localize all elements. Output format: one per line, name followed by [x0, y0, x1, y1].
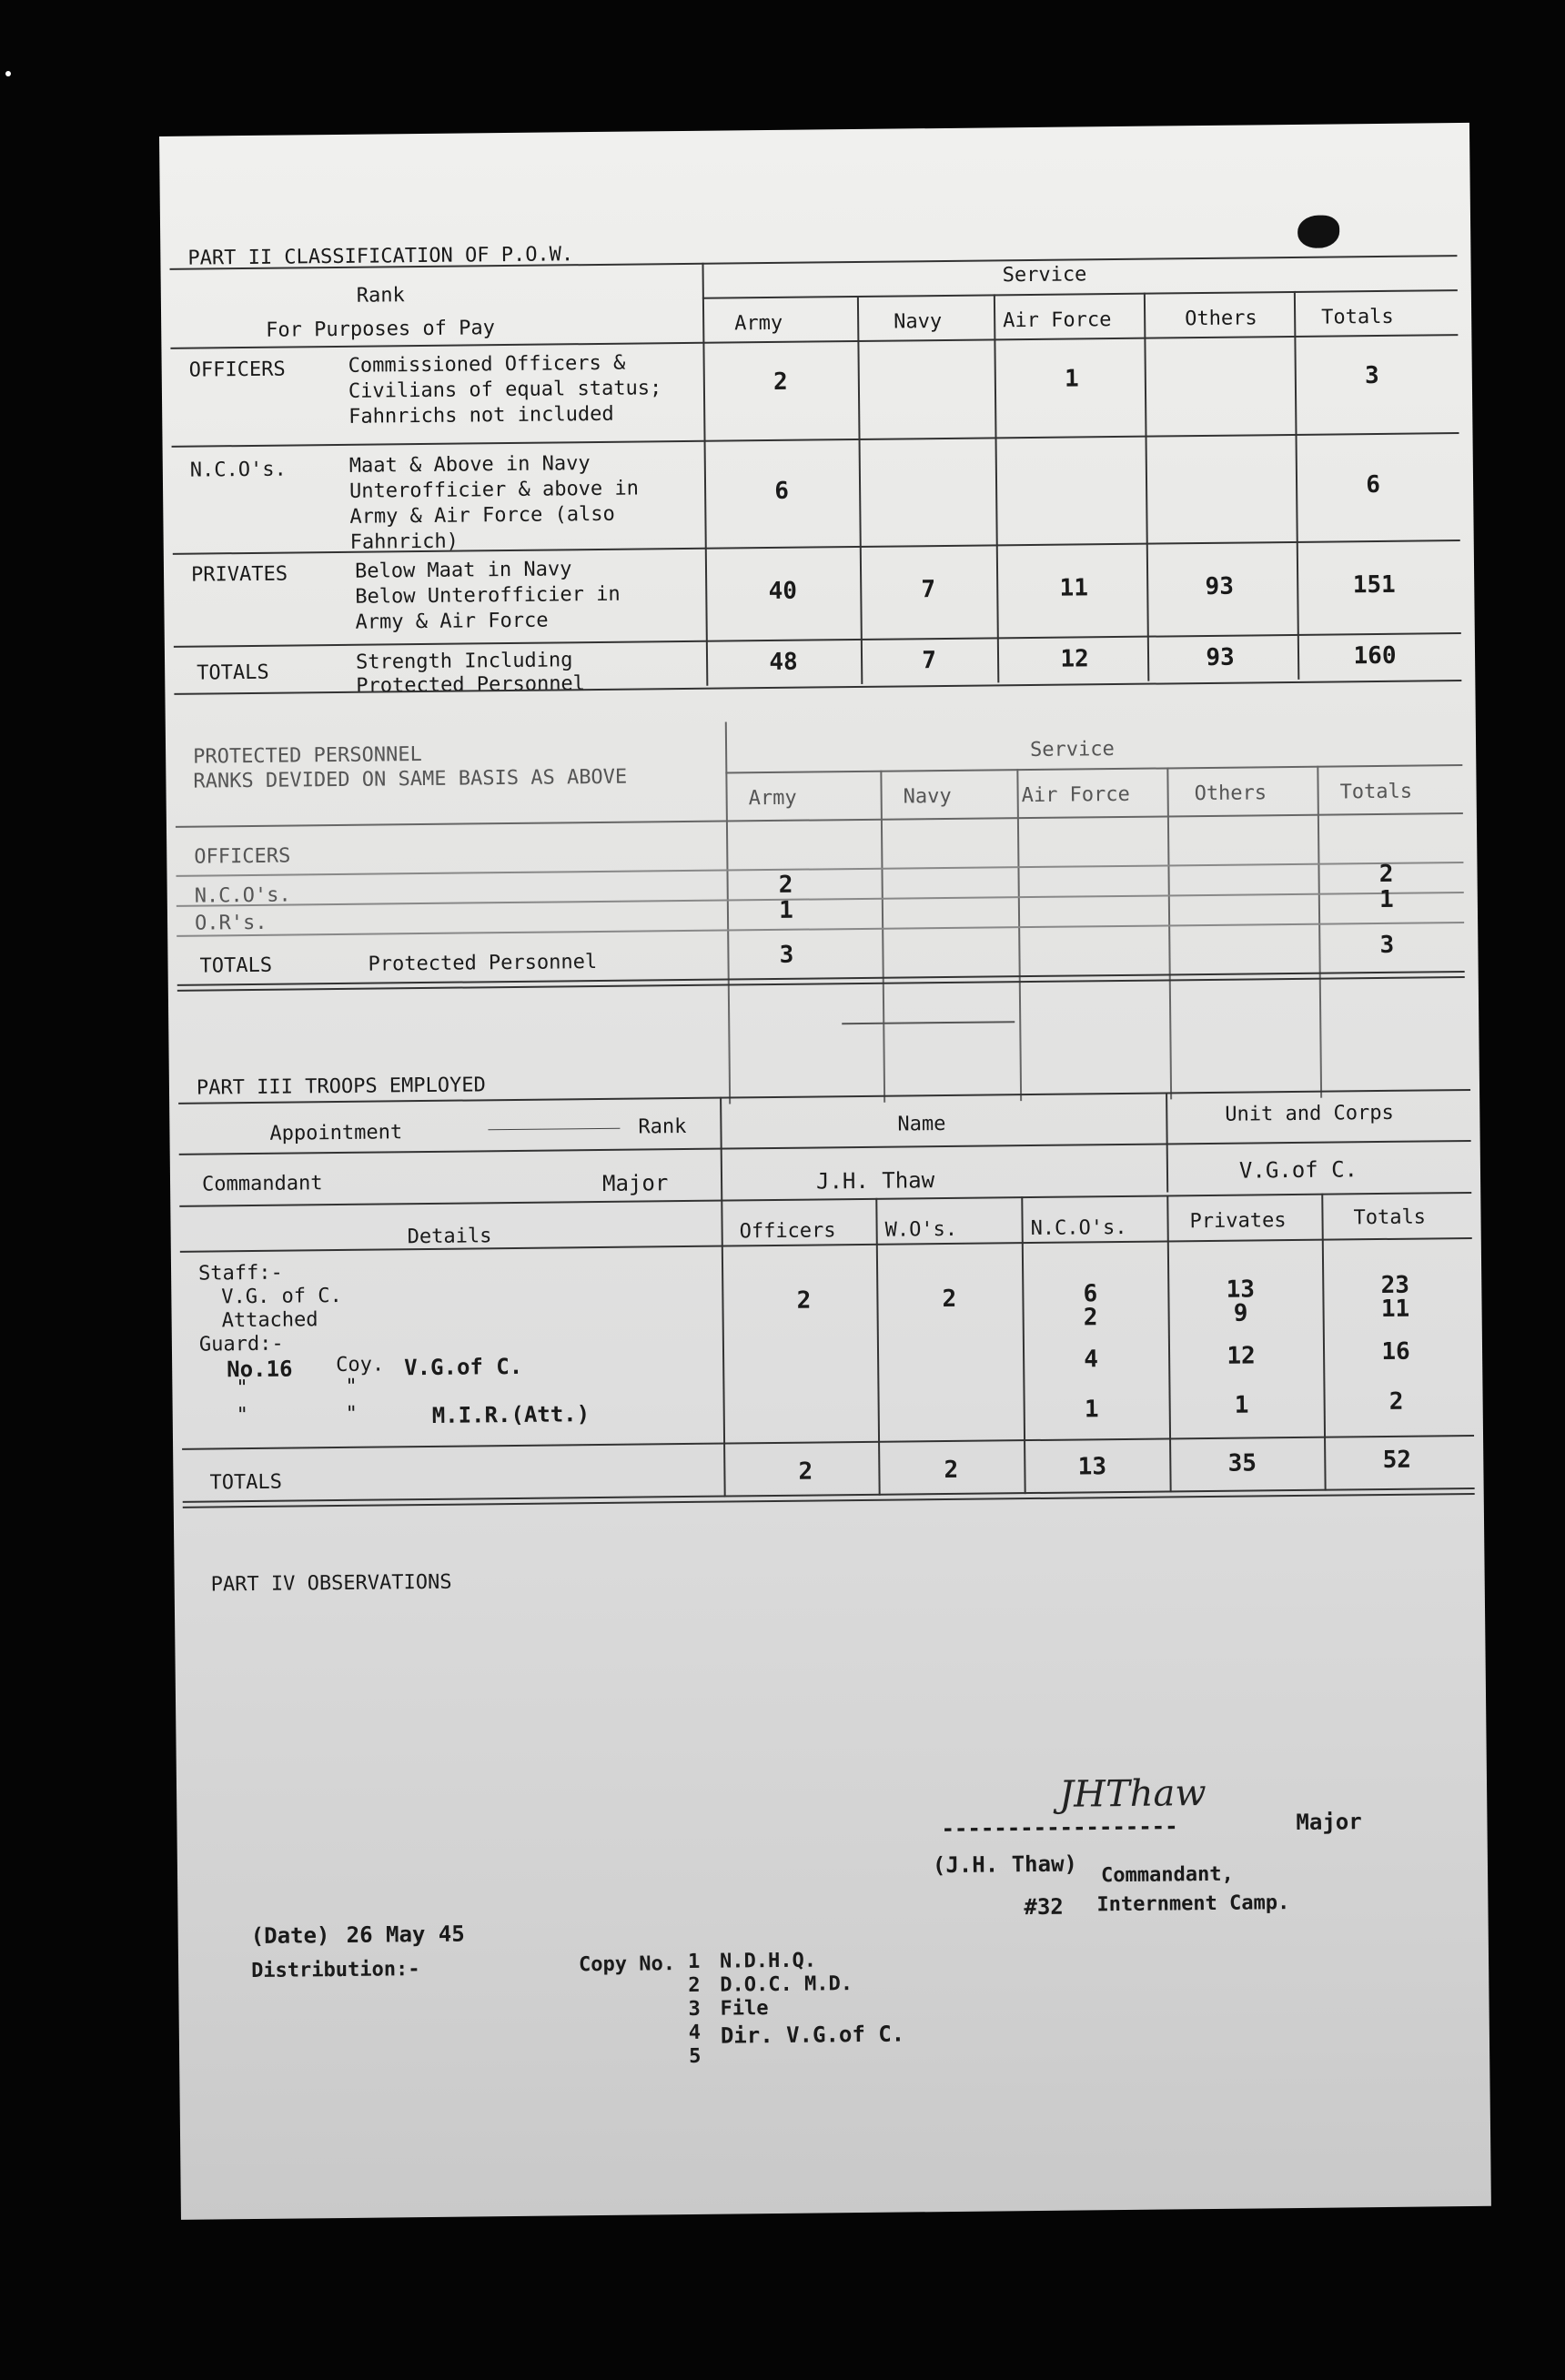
protected-service-header: Service	[1029, 738, 1115, 762]
staff-attached: Attached	[221, 1308, 318, 1333]
cell: 160	[1353, 641, 1397, 671]
col-air-force: Air Force	[1003, 308, 1112, 333]
col-navy: Navy	[903, 784, 952, 809]
cell	[890, 367, 963, 368]
cell: 11	[1059, 574, 1089, 602]
protected-title: PROTECTED PERSONNEL	[193, 743, 422, 769]
cell: 3	[1364, 361, 1379, 390]
signature-rank: Major	[1296, 1809, 1362, 1836]
col-army: Army	[748, 786, 797, 811]
row-desc: Fahnrich)	[349, 529, 459, 554]
cell: 151	[1352, 570, 1396, 600]
col-ncos: N.C.O's.	[1030, 1215, 1127, 1241]
cell: 1	[1378, 885, 1394, 914]
col-army: Army	[734, 311, 783, 336]
ditto-mark: "	[236, 1377, 248, 1400]
cell: 52	[1382, 1446, 1412, 1474]
cell: 7	[922, 647, 937, 675]
cell: 3	[1379, 931, 1395, 959]
cell	[1182, 472, 1255, 473]
cell: 1	[1084, 1396, 1099, 1424]
cell: 23	[1380, 1271, 1410, 1300]
col-others: Others	[1194, 782, 1267, 806]
col-totals: Totals	[1339, 780, 1413, 804]
prot-row-ors: O.R's.	[194, 911, 268, 935]
row-label-officers: OFFICERS	[188, 358, 286, 382]
date-value: 26 May 45	[346, 1921, 465, 1948]
cell: 48	[769, 648, 798, 677]
rank-value: Major	[601, 1170, 669, 1196]
cell: 2	[778, 871, 793, 899]
ditto-mark: "	[345, 1402, 358, 1426]
appointment-header: Appointment	[269, 1121, 403, 1145]
cell: 16	[1381, 1337, 1410, 1366]
cell	[891, 476, 964, 477]
row-desc: Commissioned Officers &	[348, 351, 626, 378]
part3-title: PART III TROOPS EMPLOYED	[196, 1074, 486, 1100]
cell: 93	[1206, 643, 1235, 671]
row-label-privates: PRIVATES	[190, 562, 288, 587]
cell: 2	[796, 1286, 812, 1315]
cell: 9	[1233, 1299, 1248, 1327]
signature-name: (J.H. Thaw)	[932, 1851, 1078, 1879]
cell: 3	[779, 941, 794, 969]
name-header: Name	[897, 1113, 946, 1136]
staff-vg: V.G. of C.	[221, 1284, 342, 1309]
row-desc: Army & Air Force	[355, 609, 549, 634]
date-label: (Date)	[250, 1922, 330, 1950]
cell: 13	[1077, 1453, 1107, 1481]
ditto-mark: "	[345, 1375, 358, 1398]
cell: 6	[1366, 470, 1381, 499]
prot-row-ncos: N.C.O's.	[194, 883, 291, 908]
col-others: Others	[1185, 307, 1257, 331]
name-value: J.H. Thaw	[815, 1167, 935, 1195]
ink-blot	[1297, 215, 1339, 247]
distribution-label: Distribution:-	[250, 1958, 420, 1983]
totals-label: TOTALS	[209, 1470, 283, 1495]
col-air-force: Air Force	[1021, 782, 1130, 808]
cell: 7	[921, 576, 936, 604]
cell: 2	[1083, 1304, 1098, 1332]
copy-number: 1	[687, 1950, 701, 1974]
cell: 2	[798, 1457, 813, 1486]
prot-row-officers: OFFICERS	[194, 844, 291, 869]
cell: 6	[1083, 1280, 1098, 1308]
cell: 12	[1060, 645, 1089, 673]
copy-recipient: Dir. V.G.of C.	[720, 2021, 905, 2049]
cell: 2	[1388, 1387, 1404, 1416]
camp-number: #32	[1024, 1893, 1064, 1921]
cell: 40	[768, 577, 798, 606]
col-wos: W.O's.	[884, 1217, 958, 1242]
row-desc: Fahnrichs not included	[348, 402, 614, 429]
staff-label: Staff:-	[197, 1261, 283, 1286]
col-totals: Totals	[1321, 305, 1394, 329]
row-desc: Below Maat in Navy	[354, 558, 572, 583]
guard-mir: M.I.R.(Att.)	[431, 1401, 591, 1428]
cell: 93	[1205, 572, 1235, 600]
col-privates: Privates	[1189, 1209, 1287, 1234]
cell	[1036, 474, 1109, 475]
film-speck	[5, 71, 11, 76]
prot-row-totals: TOTALS	[199, 953, 273, 978]
row-desc: Protected Personnel	[356, 672, 586, 698]
cell: 12	[1227, 1342, 1256, 1370]
guard-no: No.16	[227, 1356, 293, 1383]
cell: 1	[1234, 1391, 1249, 1419]
cell: 13	[1226, 1276, 1256, 1304]
row-desc: Maat & Above in Navy	[348, 452, 591, 478]
copy-recipient: D.O.C. M.D.	[720, 1972, 853, 1997]
part2-title: PART II CLASSIFICATION OF P.O.W.	[187, 243, 574, 270]
row-label-ncos: N.C.O's.	[189, 458, 287, 482]
cell: 35	[1227, 1449, 1257, 1477]
prot-totals-desc: Protected Personnel	[368, 951, 598, 976]
camp-name: Internment Camp.	[1096, 1891, 1290, 1917]
guard-label: Guard:-	[198, 1332, 284, 1356]
copy-recipient: N.D.H.Q.	[719, 1949, 817, 1973]
row-label-totals: TOTALS	[197, 661, 269, 685]
cell: 6	[774, 477, 790, 505]
cell: 2	[944, 1456, 959, 1485]
row-desc: Army & Air Force (also	[349, 502, 615, 529]
unit-header: Unit and Corps	[1225, 1101, 1394, 1126]
copy-number: 2	[688, 1973, 701, 1998]
cell: 1	[778, 896, 793, 924]
part4-title: PART IV OBSERVATIONS	[210, 1570, 452, 1597]
col-totals: Totals	[1353, 1205, 1427, 1230]
cell: 2	[942, 1285, 957, 1314]
document-page	[159, 123, 1491, 2220]
cell: 1	[1064, 365, 1079, 393]
rank-header: Rank	[356, 284, 405, 308]
row-desc: Below Unterofficier in	[355, 582, 621, 609]
cell: 4	[1084, 1346, 1099, 1374]
guard-vg: V.G.of C.	[404, 1353, 523, 1381]
rank-header: Rank	[638, 1114, 687, 1139]
cell: 11	[1380, 1295, 1410, 1324]
col-officers: Officers	[739, 1219, 836, 1244]
unit-value: V.G.of C.	[1238, 1156, 1358, 1184]
rank-subheader: For Purposes of Pay	[266, 317, 496, 342]
copy-number: 5	[689, 2044, 702, 2069]
service-header: Service	[1002, 263, 1087, 287]
row-desc: Strength Including	[355, 649, 573, 674]
row-desc: Civilians of equal status;	[348, 377, 662, 403]
signature-title: Commandant,	[1100, 1862, 1234, 1888]
row-desc: Unterofficier & above in	[348, 477, 640, 503]
protected-subtitle: RANKS DEVIDED ON SAME BASIS AS ABOVE	[193, 765, 628, 793]
ditto-mark: "	[236, 1404, 249, 1427]
signature-line: ------------------	[941, 1813, 1178, 1842]
copy-number: 3	[688, 1997, 701, 2022]
cell: 2	[772, 368, 788, 396]
appointment-value: Commandant	[201, 1172, 323, 1196]
copy-no-label: Copy No.	[578, 1952, 676, 1977]
cell	[1181, 363, 1254, 364]
handwritten-signature: JHThaw	[1058, 1772, 1207, 1816]
details-header: Details	[407, 1225, 492, 1249]
guard-coy: Coy.	[336, 1353, 385, 1377]
copy-number: 4	[688, 2021, 702, 2045]
cell: 2	[1378, 860, 1394, 889]
copy-recipient: File	[720, 1997, 769, 2021]
col-navy: Navy	[894, 310, 943, 334]
